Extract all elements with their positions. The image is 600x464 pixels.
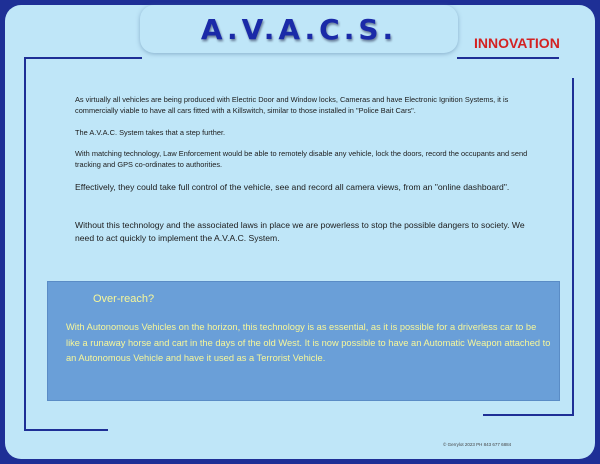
page-title: A.V.A.C.S. [200,12,398,46]
title-tab [140,5,458,53]
callout-title: Over-reach? [93,293,155,305]
top-rule-right [457,57,559,59]
paragraph-technology: With matching technology, Law Enforcement would be able to remotely disable any vehicle, lock the doors, record the occupants and send tracking and GPS co-ordinates to authorities. [75,149,528,169]
paragraph-powerless: Without this technology and the associated laws in place we are powerless to stop the possible dangers to society. We need to act quickly to implement the A.V.A.C. System. [75,220,525,243]
paragraph-intro: As virtually all vehicles are being produced with Electric Door and Window locks, Cameras and have Electronic Ignition Systems, it is commercially viable to have all cars fitted with a Killswitch, similar to those installed in "Police Bait Cars". [75,95,509,115]
callout-body: With Autonomous Vehicles on the horizon, this technology is as essential, as it is possible for a driverless car to be like a runaway horse and cart in the days of the old West. It is now possible to have an Automatic Weapon attached to an Autonomous Vehicle and have it used as a Terrorist Vehicle. [66,322,551,363]
paragraph-control: Effectively, they could take full control of the vehicle, see and record all camera views, from an "online dashboard". [75,182,510,192]
innovation-label: INNOVATION [474,35,560,51]
right-rule-bottom [483,414,574,416]
copyright-footer: © Gerrylot 2023 PH 843 677 6884 [443,442,512,447]
top-rule-left [24,57,142,59]
right-rule [572,78,574,415]
left-rule [24,57,26,430]
paragraph-step: The A.V.A.C. System takes that a step further. [75,128,226,137]
bottom-rule [24,429,108,431]
overreach-callout [47,281,560,401]
